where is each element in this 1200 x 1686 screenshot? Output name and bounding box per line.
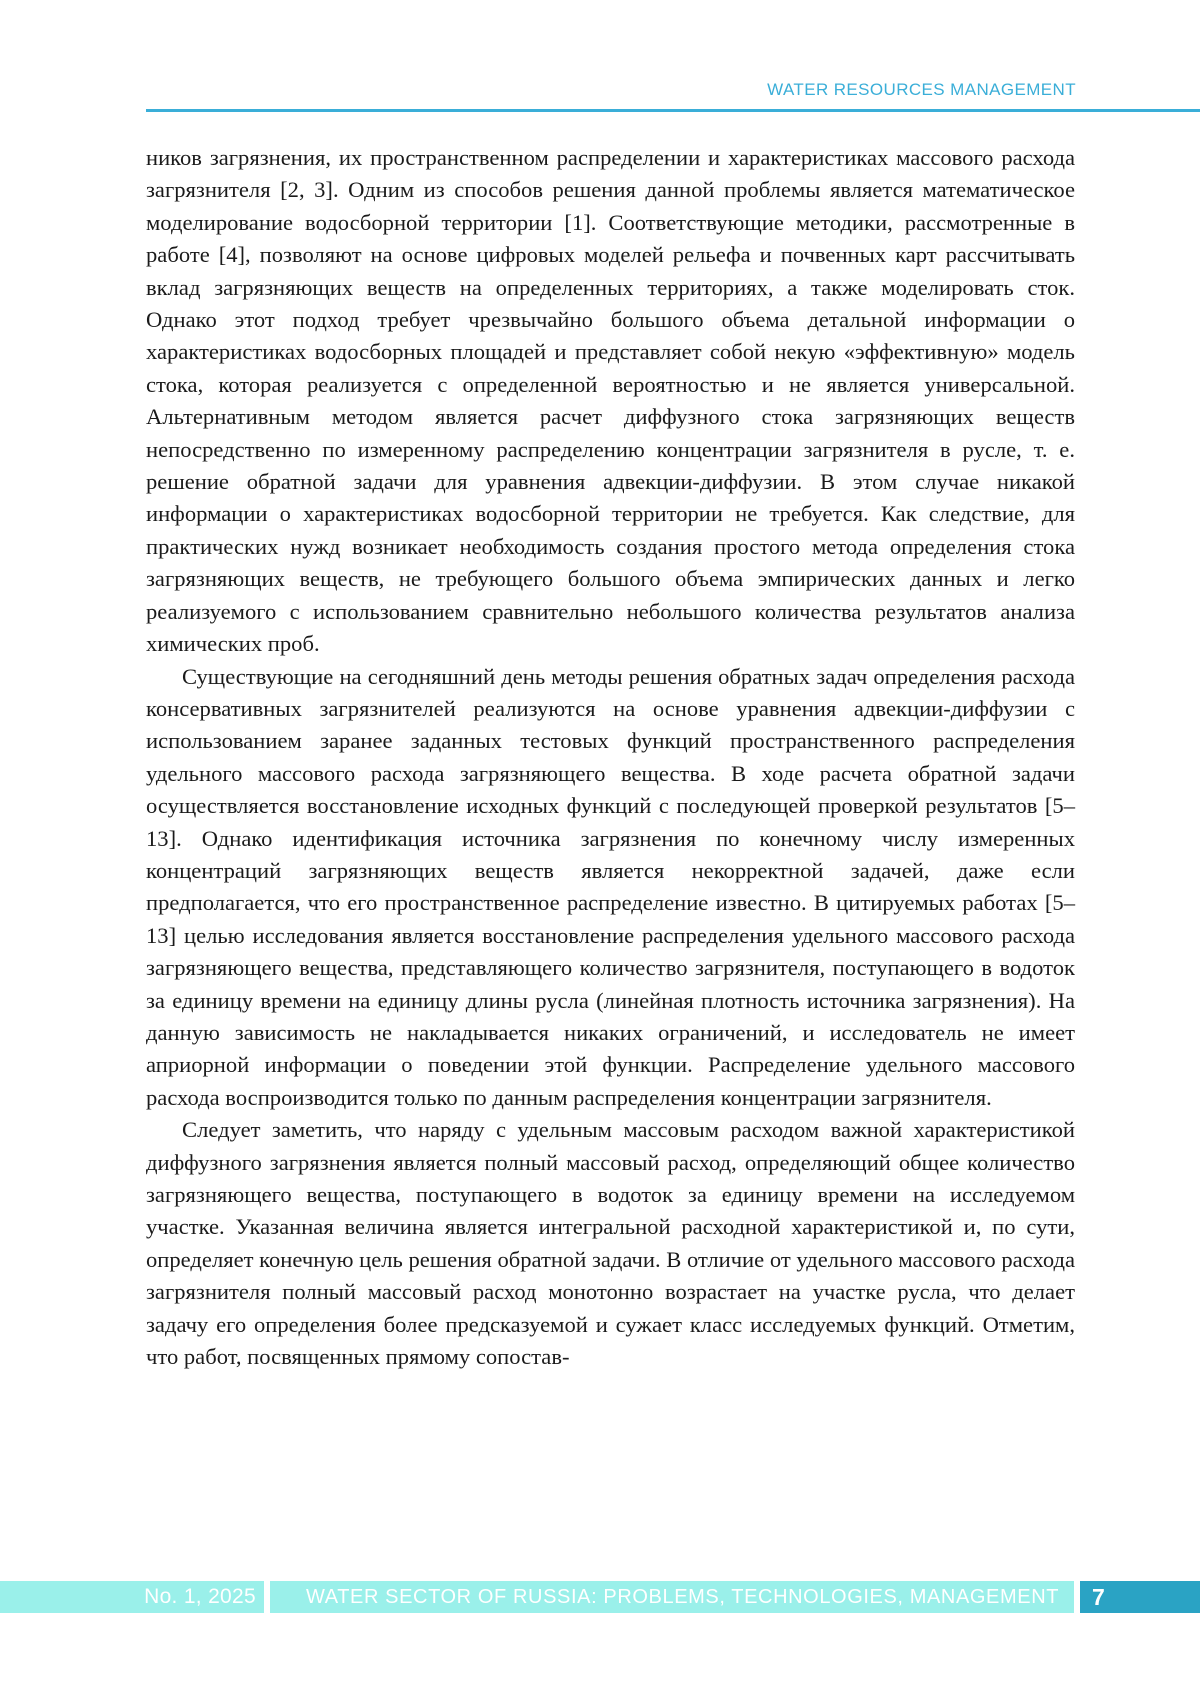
paragraph-2: Существующие на сегодняшний день методы решения обратных задач определения расхода консервативных загрязнителей реализуются на основе уравнения адвекции-диффузии с использованием заранее заданных тестовых функций пространственного распределения удельного массового расхода загрязняющего вещества. В ходе расчета обратной задачи осуществляется восстановление исходных функций с последующей проверкой результатов [5–13]. Однако идентификация источника загрязнения по конечному числу измеренных концентраций загрязняющих веществ является некорректной задачей, даже если предполагается, что его пространственное распределение известно. В цитируемых работах [5–13] целью исследования является восстановление распределения удельного массового расхода загрязняющего вещества, представляющего количество загрязнителя, поступающего в водоток за единицу времени на единицу длины русла (линейная плотность источника загрязнения). На данную зависимость не накладывается никаких ограничений, и исследователь не имеет априорной информации о поведении этой функции. Распределение удельного массового расхода воспроизводится только по данным распределения концентрации загрязнителя. bbox=[146, 663, 1075, 1110]
paragraph-1: ников загрязнения, их пространственном распределении и характеристиках массового расхода загрязнителя [2, 3]. Одним из способов решения данной проблемы является математическое моделирование водосборной территории [1]. Соответствующие методики, рассмотренные в работе [4], позволяют на основе цифровых моделей рельефа и почвенных карт рассчитывать вклад загрязняющих веществ на определенных территориях, а также моделировать сток. Однако этот подход требует чрезвычайно большого объема детальной информации о характеристиках водосборных площадей и представляет собой некую «эффективную» модель стока, которая реализуется с определенной вероятностью и не является универсальной. Альтернативным методом является расчет диффузного стока загрязняющих веществ непосредственно по измеренному распределению концентрации загрязнителя в русле, т. е. решение обратной задачи для уравнения адвекции-диффузии. В этом случае никакой информации о характеристиках водосборной территории не требуется. Как следствие, для практических нужд возникает необходимость создания простого метода определения стока загрязняющих веществ, не требующего большого объема эмпирических данных и легко реализуемого с использованием сравнительно небольшого количества результатов анализа химических проб. bbox=[146, 145, 1075, 657]
header-rule bbox=[146, 109, 1200, 112]
paragraph-3: Следует заметить, что наряду с удельным массовым расходом важной характеристикой диффузного загрязнения является полный массовый расход, определяющий общее количество загрязняющего вещества, поступающего в водоток за единицу времени на исследуемом участке. Указанная величина является интегральной расходной характеристикой и, по сути, определяет конечную цель решения обратной задачи. В отличие от удельного массового расхода загрязнителя полный массовый расход монотонно возрастает на участке русла, что делает задачу его определения более предсказуемой и сужает класс исследуемых функций. Отметим, что работ, посвященных прямому сопостав- bbox=[146, 1117, 1075, 1370]
footer-journal-title: WATER SECTOR OF RUSSIA: PROBLEMS, TECHNOLOGIES, MANAGEMENT bbox=[270, 1581, 1074, 1613]
footer-issue-label: No. 1, 2025 bbox=[0, 1581, 264, 1613]
footer-bar bbox=[0, 1581, 1200, 1613]
running-head-title: WATER RESOURCES MANAGEMENT bbox=[767, 80, 1076, 99]
page-number: 7 bbox=[1080, 1581, 1200, 1613]
article-body bbox=[146, 142, 1075, 1373]
